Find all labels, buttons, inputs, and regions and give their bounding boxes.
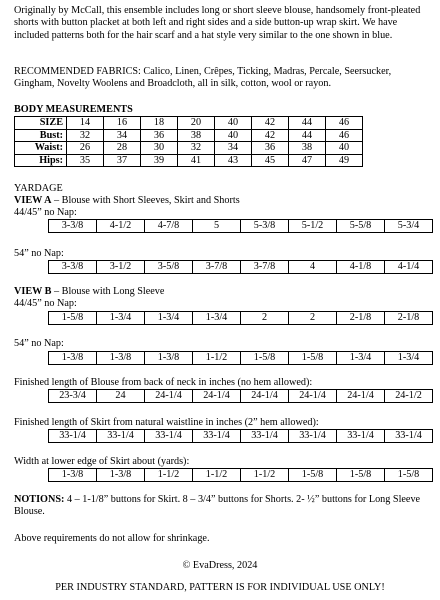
view-b-label: VIEW B	[14, 286, 52, 297]
yardage-cell: 33-1/4	[193, 430, 241, 443]
yardage-cell: 24-1/4	[289, 390, 337, 403]
measurement-cell: 41	[178, 154, 215, 167]
yardage-cell: 3-3/8	[49, 220, 97, 233]
measurement-row	[15, 117, 363, 130]
measurement-cell: 44	[289, 129, 326, 142]
notions-text: 4 – 1-1/8” buttons for Skirt. 8 – 3/4” buttons for Shorts. 2- ½” buttons for Long Sleeve Blouse.	[14, 494, 421, 518]
yardage-cell: 4-7/8	[145, 220, 193, 233]
skirt-width-table	[48, 468, 433, 482]
measurement-cell: 38	[289, 142, 326, 155]
yardage-cell: 33-1/4	[49, 430, 97, 443]
skirt-length-table	[48, 429, 433, 443]
measurement-cell: 40	[215, 129, 252, 142]
yardage-cell: 1-5/8	[289, 469, 337, 482]
yardage-cell: 1-1/2	[193, 352, 241, 365]
yardage-cell: 1-3/4	[193, 312, 241, 325]
skirt-width-label: Width at lower edge of Skirt about (yards):	[14, 456, 190, 467]
yardage-cell: 2-1/8	[385, 312, 433, 325]
yardage-cell: 1-3/8	[97, 352, 145, 365]
yardage-row	[49, 220, 433, 233]
yardage-cell: 1-5/8	[241, 352, 289, 365]
measurement-cell: 32	[67, 129, 104, 142]
intro-paragraph: Originally by McCall, this ensemble includes long or short sleeve blouse, handsomely front-pleated shorts with button placket at both left and right sides and a side button-up wrap skirt. We have included patterns both for the hair scarf and a hat style very similar to the one shown in blue.	[14, 5, 421, 41]
measurement-cell: 28	[104, 142, 141, 155]
measurement-cell: 38	[178, 129, 215, 142]
yardage-cell: 1-3/4	[97, 312, 145, 325]
measurement-cell: 14	[67, 117, 104, 130]
yardage-cell: 5-3/4	[385, 220, 433, 233]
yardage-cell: 33-1/4	[289, 430, 337, 443]
yardage-cell: 4-1/4	[385, 261, 433, 274]
body-measurements-table	[14, 116, 363, 167]
yardage-cell: 1-5/8	[337, 469, 385, 482]
yardage-cell: 2-1/8	[337, 312, 385, 325]
view-b-nap54-table	[48, 351, 433, 365]
skirt-length-label: Finished length of Skirt from natural waistline in inches (2” hem allowed):	[14, 417, 319, 428]
measurement-cell: 44	[289, 117, 326, 130]
yardage-cell: 1-1/2	[241, 469, 289, 482]
yardage-cell: 3-1/2	[97, 261, 145, 274]
measurement-cell: 37	[104, 154, 141, 167]
copyright: © EvaDress, 2024	[182, 560, 258, 571]
measurement-row	[15, 142, 363, 155]
yardage-cell: 1-5/8	[385, 469, 433, 482]
yardage-cell: 1-3/8	[145, 352, 193, 365]
measurement-cell: 30	[141, 142, 178, 155]
measurement-cell: 40	[215, 117, 252, 130]
measurement-cell: 43	[215, 154, 252, 167]
yardage-row	[49, 430, 433, 443]
yardage-cell: 4-1/8	[337, 261, 385, 274]
yardage-cell: 1-1/2	[145, 469, 193, 482]
measurement-cell: 46	[326, 129, 363, 142]
blouse-length-table	[48, 389, 433, 403]
measurement-row	[15, 154, 363, 167]
yardage-cell: 2	[289, 312, 337, 325]
view-a-nap44-label: 44/45” no Nap:	[14, 207, 77, 218]
yardage-cell: 24-1/4	[241, 390, 289, 403]
notions-label: NOTIONS:	[14, 494, 65, 505]
yardage-cell: 5-1/2	[289, 220, 337, 233]
yardage-cell: 24	[97, 390, 145, 403]
fabrics-paragraph: RECOMMENDED FABRICS: Calico, Linen, Crêpes, Ticking, Madras, Percale, Seersucker, Gingham, Novelty Woolens and Broadcloth, all in silk, cotton, wool or rayon.	[14, 66, 392, 90]
view-a-nap54-label: 54” no Nap:	[14, 248, 64, 259]
measurement-cell: 20	[178, 117, 215, 130]
yardage-cell: 4	[289, 261, 337, 274]
measurement-cell: 47	[289, 154, 326, 167]
measurement-cell: 36	[141, 129, 178, 142]
yardage-cell: 2	[241, 312, 289, 325]
footer-notice: PER INDUSTRY STANDARD, PATTERN IS FOR INDIVIDUAL USE ONLY!	[55, 582, 385, 593]
yardage-cell: 33-1/4	[145, 430, 193, 443]
yardage-cell: 33-1/4	[241, 430, 289, 443]
yardage-cell: 5	[193, 220, 241, 233]
measurement-row-label: Bust:	[15, 129, 67, 142]
notions-paragraph	[14, 494, 426, 519]
yardage-row	[49, 352, 433, 365]
body-measurements-title: BODY MEASUREMENTS	[14, 104, 133, 115]
view-a-desc: – Blouse with Short Sleeves, Skirt and Shorts	[51, 195, 240, 206]
view-b-desc: – Blouse with Long Sleeve	[51, 286, 165, 297]
view-a-nap54-table	[48, 260, 433, 274]
yardage-cell: 24-1/4	[145, 390, 193, 403]
blouse-length-label: Finished length of Blouse from back of neck in inches (no hem allowed):	[14, 377, 313, 388]
yardage-cell: 1-3/8	[49, 352, 97, 365]
yardage-cell: 5-5/8	[337, 220, 385, 233]
measurement-cell: 49	[326, 154, 363, 167]
view-b-nap44-label: 44/45” no Nap:	[14, 298, 77, 309]
measurement-cell: 42	[252, 117, 289, 130]
measurement-cell: 36	[252, 142, 289, 155]
yardage-cell: 23-3/4	[49, 390, 97, 403]
shrinkage-note: Above requirements do not allow for shrinkage.	[14, 533, 210, 544]
measurement-cell: 42	[252, 129, 289, 142]
yardage-cell: 33-1/4	[337, 430, 385, 443]
yardage-cell: 1-5/8	[289, 352, 337, 365]
yardage-cell: 3-3/8	[49, 261, 97, 274]
yardage-cell: 1-3/4	[385, 352, 433, 365]
yardage-cell: 1-1/2	[193, 469, 241, 482]
yardage-cell: 3-5/8	[145, 261, 193, 274]
yardage-cell: 4-1/2	[97, 220, 145, 233]
yardage-row	[49, 312, 433, 325]
yardage-row	[49, 261, 433, 274]
yardage-cell: 33-1/4	[385, 430, 433, 443]
measurement-cell: 16	[104, 117, 141, 130]
yardage-cell: 33-1/4	[97, 430, 145, 443]
measurement-cell: 46	[326, 117, 363, 130]
view-a-heading	[14, 195, 426, 207]
measurement-row-label: SIZE	[15, 117, 67, 130]
measurement-row-label: Hips:	[15, 154, 67, 167]
yardage-title: YARDAGE	[14, 183, 63, 194]
yardage-cell: 24-1/4	[337, 390, 385, 403]
view-a-label: VIEW A	[14, 195, 52, 206]
view-b-nap44-table	[48, 311, 433, 325]
yardage-cell: 24-1/4	[193, 390, 241, 403]
view-b-heading	[14, 286, 426, 298]
yardage-cell: 1-3/8	[97, 469, 145, 482]
yardage-cell: 1-5/8	[49, 312, 97, 325]
measurement-cell: 26	[67, 142, 104, 155]
measurement-cell: 40	[326, 142, 363, 155]
yardage-cell: 3-7/8	[193, 261, 241, 274]
measurement-cell: 18	[141, 117, 178, 130]
yardage-cell: 5-3/8	[241, 220, 289, 233]
view-a-nap44-table	[48, 219, 433, 233]
measurement-cell: 34	[104, 129, 141, 142]
yardage-row	[49, 390, 433, 403]
view-b-nap54-label: 54” no Nap:	[14, 338, 64, 349]
measurement-cell: 32	[178, 142, 215, 155]
measurement-row	[15, 129, 363, 142]
measurement-cell: 45	[252, 154, 289, 167]
measurement-row-label: Waist:	[15, 142, 67, 155]
yardage-cell: 1-3/4	[145, 312, 193, 325]
yardage-cell: 24-1/2	[385, 390, 433, 403]
measurement-cell: 34	[215, 142, 252, 155]
yardage-row	[49, 469, 433, 482]
yardage-cell: 1-3/4	[337, 352, 385, 365]
yardage-cell: 3-7/8	[241, 261, 289, 274]
yardage-cell: 1-3/8	[49, 469, 97, 482]
measurement-cell: 39	[141, 154, 178, 167]
measurement-cell: 35	[67, 154, 104, 167]
